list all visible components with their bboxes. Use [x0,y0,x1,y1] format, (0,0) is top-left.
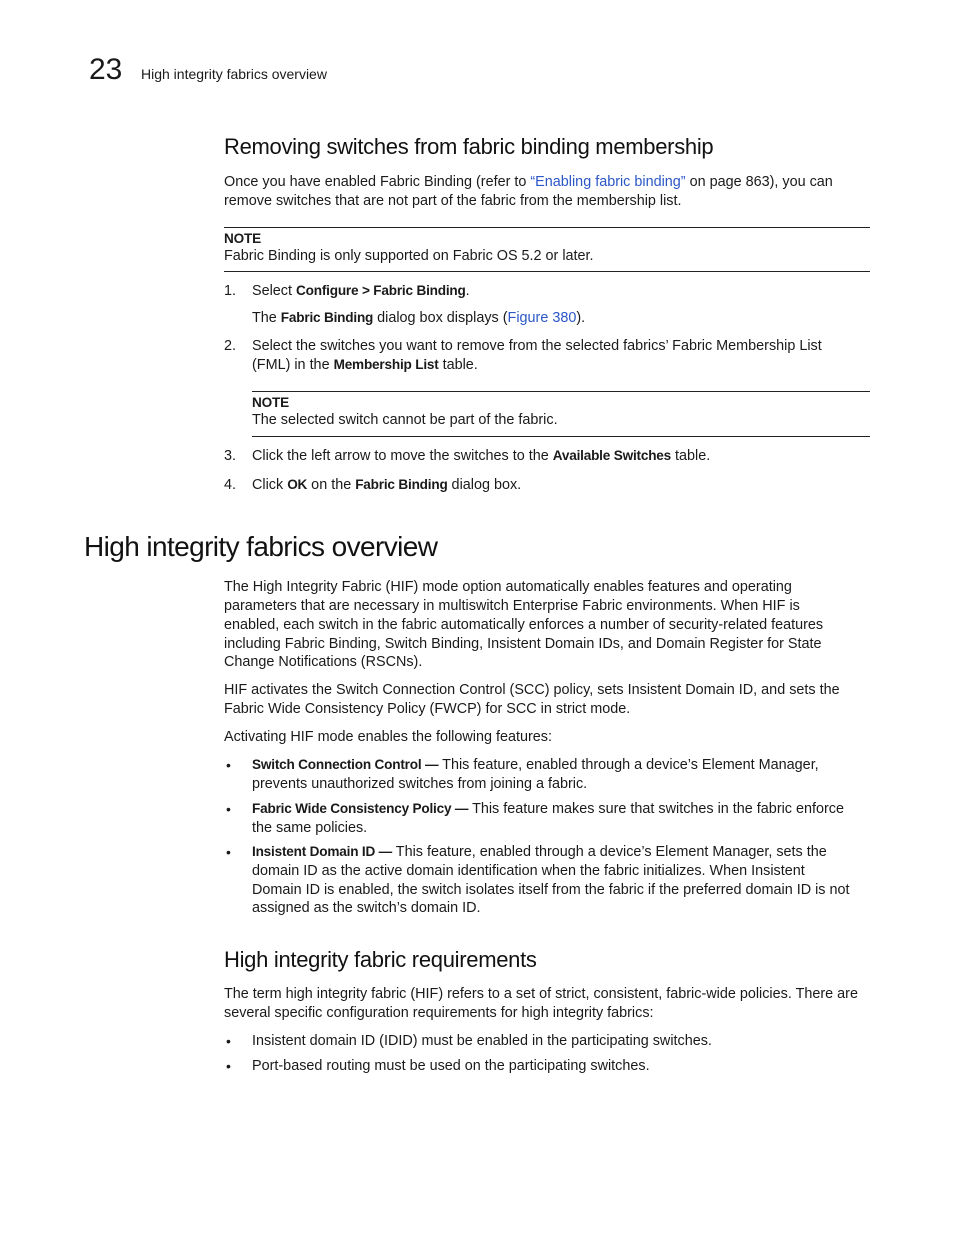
step-number: 4. [224,477,237,493]
step-text: Click the left arrow to move the switches to the [252,448,553,464]
step-1-subtext [252,309,585,328]
note-top-rule [252,391,870,392]
bullet-line: domain ID as the active domain identification when the fabric initializes. When Insistent [252,863,805,879]
bullet-item: Port-based routing must be used on the participating switches. [252,1058,650,1074]
para-line: Fabric Wide Consistency Policy (FWCP) for SCC in strict mode. [224,701,631,717]
bullet-dot: • [226,844,231,860]
dialog-name: Fabric Binding [355,477,448,492]
step-text: on the [307,477,356,493]
intro-line-2: remove switches that are not part of the fabric from the membership list. [224,193,682,209]
step-4-text [252,476,521,495]
para-line: HIF activates the Switch Connection Control (SCC) policy, sets Insistent Domain ID, and sets the [224,682,840,698]
bullet-dot: • [226,1058,231,1074]
para-line: enabled, each switch in the fabric automatically enforces a number of security-related features [224,617,824,633]
para-line: Activating HIF mode enables the following features: [224,729,552,745]
bullet-dot: • [226,757,231,773]
step-2-line-1: Select the switches you want to remove from the selected fabrics’ Fabric Membership List [252,338,822,354]
intro-text-after-link: on page 863), you can [685,174,833,190]
step-text: dialog box displays ( [373,310,508,326]
step-text: The [252,310,281,326]
step-text: Click [252,477,288,493]
step-number: 2. [224,338,237,354]
running-header: High integrity fabrics overview [141,66,327,82]
bullet-line: the same policies. [252,820,368,836]
step-3-text [252,447,710,466]
step-text: (FML) in the [252,357,334,373]
note-text: The selected switch cannot be part of the fabric. [252,412,558,428]
note-label: NOTE [224,231,261,246]
button-name: OK [287,477,308,492]
section-heading-requirements: High integrity fabric requirements [224,947,537,972]
step-text: . [465,283,470,299]
step-text: Select [252,283,296,299]
para-line: several specific configuration requirements for high integrity fabrics: [224,1005,654,1021]
bullet-item [252,756,819,775]
note-text: Fabric Binding is only supported on Fabric OS 5.2 or later. [224,248,594,264]
dialog-name: Fabric Binding [280,310,374,325]
bullet-text: This feature, enabled through a device’s Element Manager, sets the [392,844,827,860]
bullet-line: assigned as the switch’s domain ID. [252,900,481,916]
bullet-text: This feature makes sure that switches in the fabric enforce [468,801,844,817]
step-number: 1. [224,283,237,299]
figure-380-link[interactable]: Figure 380 [507,310,577,326]
note-bottom-rule [224,271,870,272]
step-text: table. [438,357,478,373]
para-line: parameters that are necessary in multiswitch Enterprise Fabric environments. When HIF is [224,598,800,614]
step-text: table. [671,448,711,464]
menu-path: Configure > Fabric Binding [296,283,466,298]
bullet-item [252,843,827,862]
chapter-number: 23 [89,53,123,86]
bullet-text: This feature, enabled through a device’s Element Manager, [438,757,819,773]
bullet-line: prevents unauthorized switches from joining a fabric. [252,776,588,792]
bullet-term: Insistent Domain ID — [252,844,393,859]
step-text: dialog box. [447,477,522,493]
para-line: including Fabric Binding, Switch Binding, Insistent Domain IDs, and Domain Register for State [224,636,822,652]
bullet-term: Fabric Wide Consistency Policy — [252,801,469,816]
table-name: Membership List [333,357,439,372]
step-text: ). [576,310,586,326]
bullet-item: Insistent domain ID (IDID) must be enabled in the participating switches. [252,1033,712,1049]
bullet-term: Switch Connection Control — [252,757,439,772]
note-label: NOTE [252,395,289,410]
enabling-fabric-binding-link[interactable]: “Enabling fabric binding” [530,174,686,190]
bullet-dot: • [226,1033,231,1049]
note-bottom-rule [252,436,870,437]
step-number: 3. [224,448,237,464]
step-1-text [252,282,470,301]
chapter-section-heading: High integrity fabrics overview [84,531,438,562]
intro-text: Once you have enabled Fabric Binding (refer to [224,174,531,190]
intro-line-1 [224,173,833,192]
note-top-rule [224,227,870,228]
bullet-dot: • [226,801,231,817]
bullet-item [252,800,844,819]
section-heading-removing-switches: Removing switches from fabric binding membership [224,134,714,159]
step-2-line-2 [252,356,478,375]
para-line: The High Integrity Fabric (HIF) mode option automatically enables features and operating [224,579,792,595]
para-line: The term high integrity fabric (HIF) refers to a set of strict, consistent, fabric-wide policies. There are [224,986,858,1002]
bullet-line: Domain ID is enabled, the switch isolates itself from the fabric if the preferred domain ID is not [252,882,850,898]
table-name: Available Switches [552,448,672,463]
para-line: Change Notifications (RSCNs). [224,654,423,670]
